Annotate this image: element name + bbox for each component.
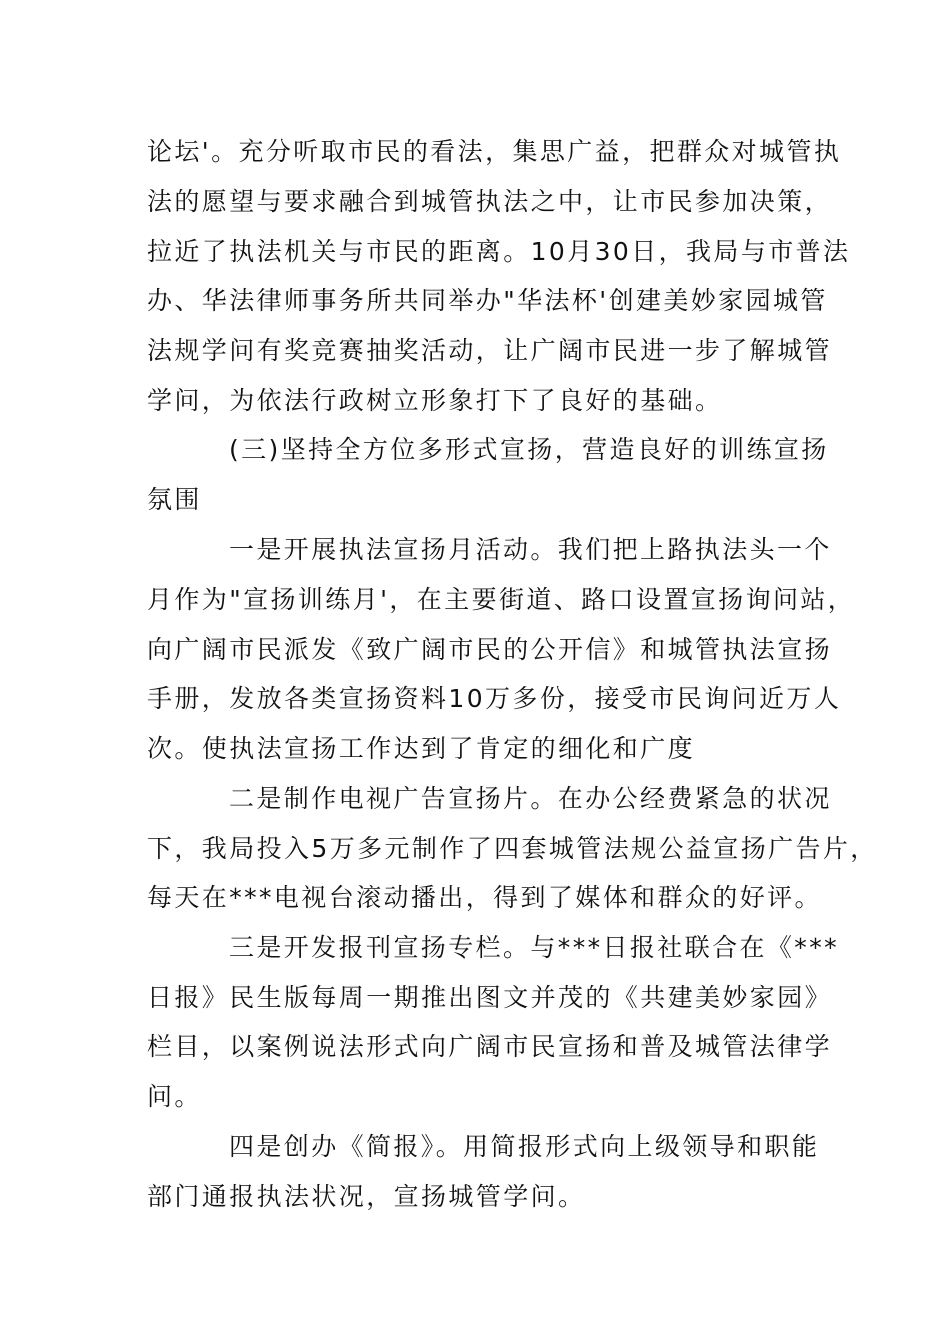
paragraph-line: 每天在***电视台滚动播出，得到了媒体和群众的好评。 [147,883,822,912]
paragraph-line: 次。使执法宣扬工作达到了肯定的细化和广度 [147,734,696,763]
paragraph-line: 三是开发报刊宣扬专栏。与***日报社联合在《*** [229,933,840,962]
paragraph-line: 一是开展执法宣扬月活动。我们把上路执法头一个 [229,535,832,564]
paragraph-line: 二是制作电视广告宣扬片。在办公经费紧急的状况 [229,784,832,813]
paragraph-line: 问。 [147,1082,202,1111]
paragraph-line: 拉近了执法机关与市民的距离。10月30日，我局与市普法 [147,237,851,266]
paragraph-line: 栏目，以案例说法形式向广阔市民宣扬和普及城管法律学 [147,1032,833,1061]
paragraph-line: 四是创办《简报》。用简报形式向上级领导和职能 [229,1132,820,1161]
paragraph-line: 法的愿望与要求融合到城管执法之中，让市民参加决策， [147,187,833,216]
paragraph-line: 论坛'。充分听取市民的看法，集思广益，把群众对城管执 [147,137,842,166]
paragraph-line: 月作为"宣扬训练月'，在主要街道、路口设置宣扬询问站， [147,585,856,614]
paragraph-line: 学问，为依法行政树立形象打下了良好的基础。 [147,386,723,415]
paragraph-line: 向广阔市民派发《致广阔市民的公开信》和城管执法宣扬 [147,635,833,664]
section-heading-continued: 氛围 [147,485,202,514]
paragraph-line: 手册，发放各类宣扬资料10万多份，接受市民询问近万人 [147,684,842,713]
section-heading: (三)坚持全方位多形式宣扬，营造良好的训练宣扬 [229,435,829,464]
paragraph-line: 日报》民生版每周一期推出图文并茂的《共建美妙家园》 [147,983,833,1012]
paragraph-line: 办、华法律师事务所共同举办"华法杯'创建美妙家园城管 [147,286,828,315]
paragraph-line: 部门通报执法状况，宣扬城管学问。 [147,1182,586,1211]
paragraph-line: 法规学问有奖竞赛抽奖活动，让广阔市民进一步了解城管 [147,336,833,365]
paragraph-line: 下，我局投入5万多元制作了四套城管法规公益宣扬广告片， [147,834,878,863]
